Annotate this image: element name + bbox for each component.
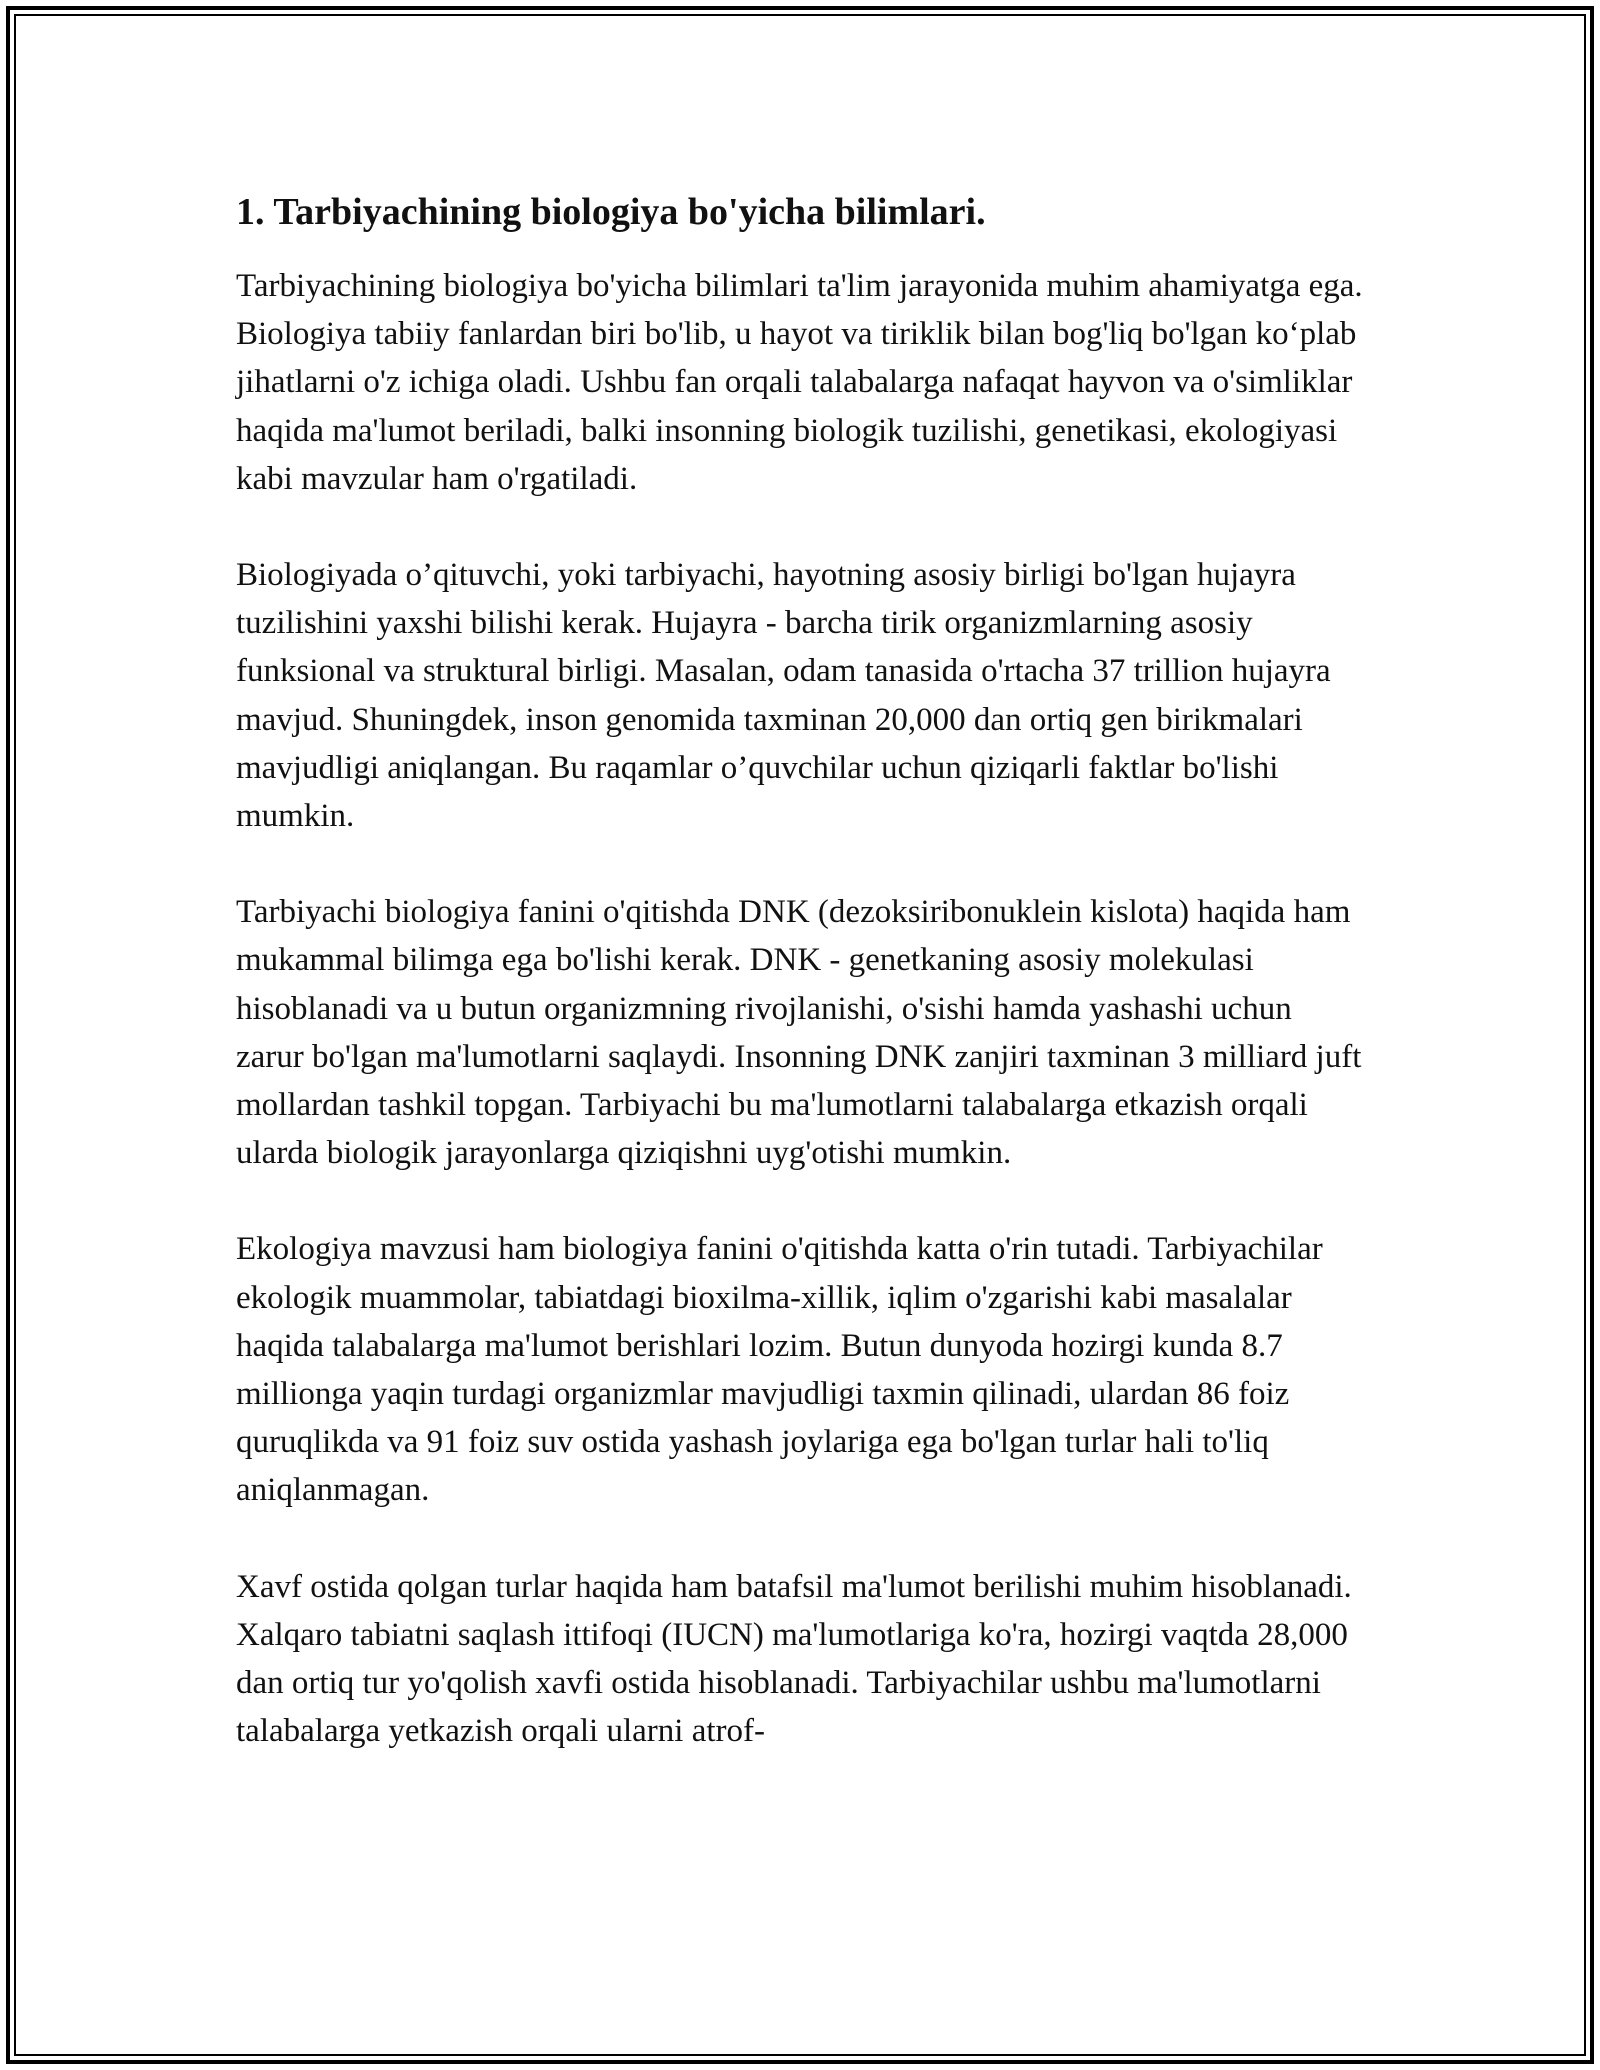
- document-body: [236, 188, 1366, 1803]
- paragraph-4: Ekologiya mavzusi ham biologiya fanini o'qitishda katta o'rin tutadi. Tarbiyachilar ekologik muammolar, tabiatdagi bioxilma-xillik, iqlim o'zgarishi kabi masalalar haqida talabalarga ma'lumot berishlari lozim. Butun dunyoda hozirgi kunda 8.7 millionga yaqin turdagi organizmlar mavjudligi taxmin qilinadi, ulardan 86 foiz quruqlikda va 91 foiz suv ostida yashash joylariga ega bo'lgan turlar hali to'liq aniqlanmagan.: [236, 1231, 1323, 1509]
- paragraph-3: Tarbiyachi biologiya fanini o'qitishda DNK (dezoksiribonuklein kislota) haqida ham mukammal bilimga ega bo'lishi kerak. DNK - genetkaning asosiy molekulasi hisoblanadi va u butun organizmning rivojlanishi, o'sishi hamda yashashi uchun zarur bo'lgan ma'lumotlarni saqlaydi. Insonning DNK zanjiri taxminan 3 milliard juft mollardan tashkil topgan. Tarbiyachi bu ma'lumotlarni talabalarga etkazish orqali ularda biologik jarayonlarga qiziqishni uyg'otishi mumkin.: [236, 894, 1362, 1172]
- paragraph-1: Tarbiyachining biologiya bo'yicha bilimlari ta'lim jarayonida muhim ahamiyatga ega. Biologiya tabiiy fanlardan biri bo'lib, u hayot va tiriklik bilan bog'liq bo'lgan ko‘plab jihatlarni o'z ichiga oladi. Ushbu fan orqali talabalarga nafaqat hayvon va o'simliklar haqida ma'lumot beriladi, balki insonning biologik tuzilishi, genetikasi, ekologiyasi kabi mavzular ham o'rgatiladi.: [236, 268, 1363, 497]
- section-heading: 1. Tarbiyachining biologiya bo'yicha bilimlari.: [236, 191, 986, 233]
- paragraph-5: Xavf ostida qolgan turlar haqida ham batafsil ma'lumot berilishi muhim hisoblanadi. Xalqaro tabiatni saqlash ittifoqi (IUCN) ma'lumotlariga ko'ra, hozirgi vaqtda 28,000 dan ortiq tur yo'qolish xavfi ostida hisoblanadi. Tarbiyachilar ushbu ma'lumotlarni talabalarga yetkazish orqali ularni atrof-: [236, 1568, 1352, 1750]
- paragraph-2: Biologiyada o’qituvchi, yoki tarbiyachi, hayotning asosiy birligi bo'lgan hujayra tuzilishini yaxshi bilishi kerak. Hujayra - barcha tirik organizmlarning asosiy funksional va struktural birligi. Masalan, odam tanasida o'rtacha 37 trillion hujayra mavjud. Shuningdek, inson genomida taxminan 20,000 dan ortiq gen birikmalari mavjudligi aniqlangan. Bu raqamlar o’quvchilar uchun qiziqarli faktlar bo'lishi mumkin.: [236, 557, 1331, 835]
